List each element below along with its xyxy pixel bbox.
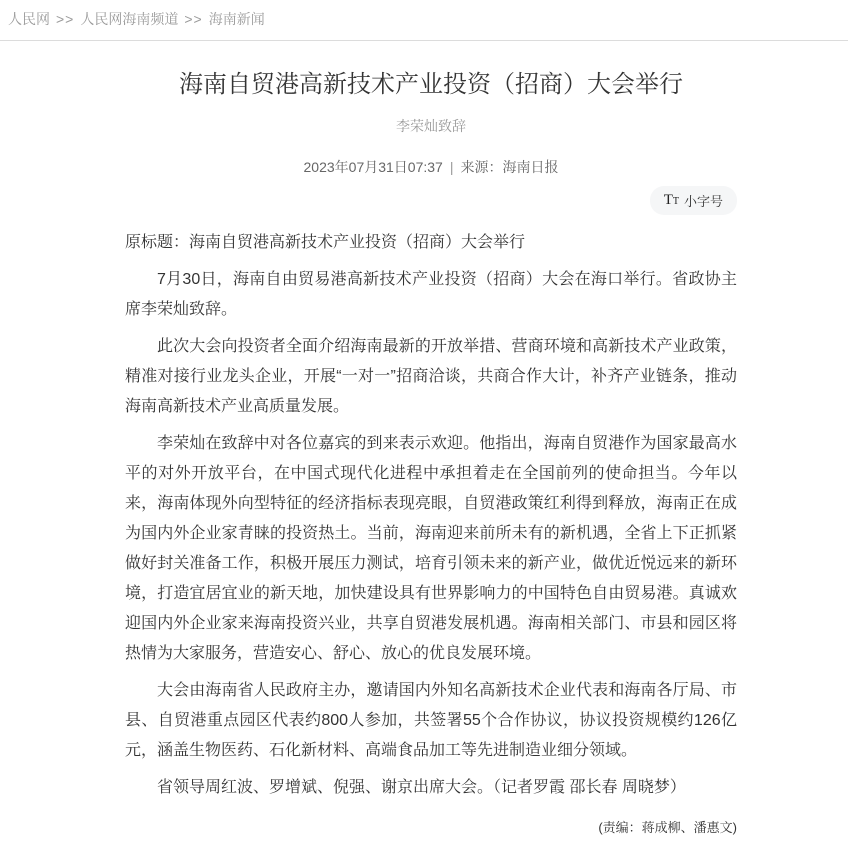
font-size-button[interactable] <box>650 186 737 215</box>
breadcrumb <box>0 0 848 41</box>
article-paragraph-original-title: 原标题：海南自贸港高新技术产业投资（招商）大会举行 <box>125 234 526 251</box>
breadcrumb-link-hainan-channel[interactable]: 人民网海南频道 <box>80 11 179 27</box>
article-paragraph: 大会由海南省人民政府主办，邀请国内外知名高新技术企业代表和海南各厅局、市县、自贸港重点园区代表约800人参加，共签署55个合作协议，协议投资规模约126亿元，涵盖生物医药、石化新材料、高端食品加工等先进制造业细分领域。 <box>125 682 737 759</box>
article-paragraph: 此次大会向投资者全面介绍海南最新的开放举措、营商环境和高新技术产业政策，精准对接行业龙头企业，开展“一对一”招商洽谈，共商合作大计，补齐产业链条，推动海南高新技术产业高质量发展。 <box>125 338 737 415</box>
source-label: 来源： <box>460 159 503 175</box>
article-title: 海南自贸港高新技术产业投资（招商）大会举行 <box>179 71 683 98</box>
meta-separator-icon: | <box>449 159 454 175</box>
breadcrumb-link-peoples-daily[interactable]: 人民网 <box>8 11 50 27</box>
article-paragraph: 省领导周红波、罗增斌、倪强、谢京出席大会。（记者罗霞 邵长春 周晓梦） <box>157 779 686 796</box>
article-content <box>125 68 737 846</box>
breadcrumb-separator: >> <box>56 11 75 27</box>
article-paragraph: 李荣灿在致辞中对各位嘉宾的到来表示欢迎。他指出，海南自贸港作为国家最高水平的对外开放平台，在中国式现代化进程中承担着走在全国前列的使命担当。今年以来，海南体现外向型特征的经济指标表现亮眼，自贸港政策红利得到释放，海南正在成为国内外企业家青睐的投资热土。当前，海南迎来前所未有的新机遇，全省上下正抓紧做好封关准备工作，积极开展压力测试，培育引领未来的新产业，做优近悦远来的新环境，打造宜居宜业的新天地，加快建设具有世界影响力的中国特色自由贸易港。真诚欢迎国内外企业家来海南投资兴业，共享自贸港发展机遇。海南相关部门、市县和园区将热情为大家服务，营造安心、舒心、放心的优良发展环境。 <box>125 435 737 662</box>
breadcrumb-separator: >> <box>184 11 203 27</box>
article-toolbar <box>125 186 737 215</box>
font-size-button-label: 小字号 <box>683 194 723 209</box>
publish-date: 2023年07月31日07:37 <box>303 159 443 175</box>
breadcrumb-link-hainan-news[interactable]: 海南新闻 <box>208 11 265 27</box>
article-body <box>125 228 737 803</box>
font-size-icon: TT <box>663 192 679 208</box>
article-paragraph: 7月30日，海南自由贸易港高新技术产业投资（招商）大会在海口举行。省政协主席李荣灿致辞。 <box>125 271 737 318</box>
editor-credit: (责编：蒋成柳、潘惠文) <box>598 820 737 835</box>
article-meta <box>125 157 737 177</box>
article-subtitle: 李荣灿致辞 <box>396 118 466 134</box>
source-name: 海南日报 <box>502 159 559 175</box>
